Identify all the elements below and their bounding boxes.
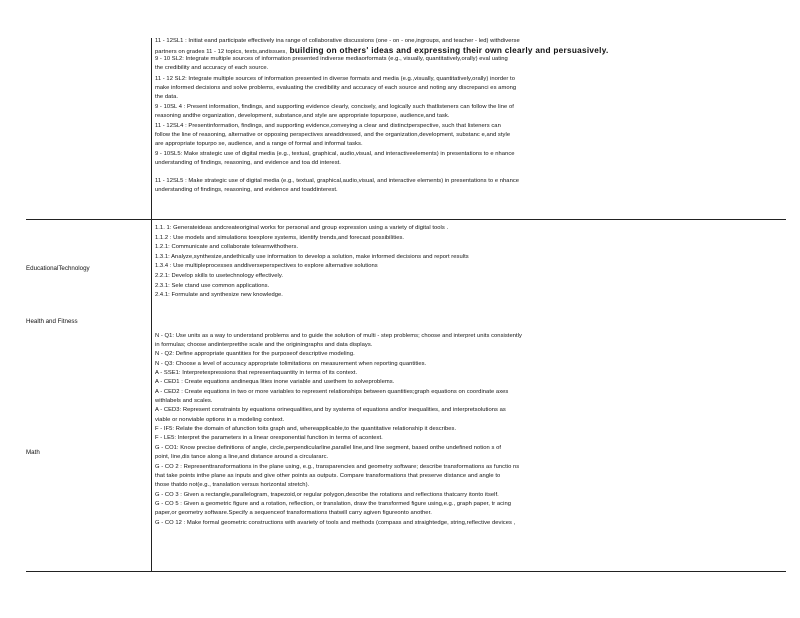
standard-line: 2.4.1: Formulate and synthesize new knowledge. (155, 292, 283, 298)
row-divider-bottom (26, 571, 786, 572)
standard-line: G - CO 2 : Representtransformations in the plane using, e.g., transparencies and geometry software; describe transformations as functio ns (155, 464, 520, 470)
standard-line: reasoning andthe organization, development, substance,and style are appropriate topurpose, audience,and task. (155, 113, 450, 119)
standard-line: 2.3.1: Sele ctand use common applications. (155, 283, 270, 289)
standard-line-lead: partners on grades 11 - 12 topics, texts,andissues, (155, 49, 287, 55)
standard-line: 11 - 12SL1 : Initiat eand participate effectively ina range of collaborative discussions (one - on - one,ingroups, and teacher - led) withdiverse (155, 38, 520, 44)
standard-line: withlabels and scales. (155, 398, 213, 404)
standard-line: viable or nonviable options in a modeling context. (155, 417, 285, 423)
standard-line: G - CO 12 : Make formal geometric constructions with avariety of tools and methods (compass and straightedge, string,reflective devices , (155, 520, 516, 526)
standard-line: N - Q2: Define appropriate quantities for the purposeof descriptive modeling. (155, 351, 355, 357)
standard-line: 1.1. 1: Generateideas andcreateoriginal works for personal and group expression using a variety of digital tools . (155, 225, 449, 231)
row-divider-top (26, 219, 786, 220)
standard-line: 11 - 12SL4 : Presentinformation, findings, and supporting evidence,conveying a clear and distinctperspective, such that listeners can (155, 123, 501, 129)
standard-line: G - CO1: Know precise definitions of angle, circle,perpendicularline,parallel line,and line segment, based onthe undefined notion s of (155, 445, 502, 451)
standard-line: 9 - 10SL5: Make strategic use of digital media (e.g., textual, graphical, audio,visual, and interactiveelements) in presentations to e nhance (155, 151, 515, 157)
standard-line: 9 - 10 SL2: Integrate multiple sources of information presented indiverse mediaorformats (e.g., visually, quantitatively,orally) eval uating (155, 56, 508, 62)
standard-line: 11 - 12SL5 : Make strategic use of digital media (e.g., textual, graphical,audio,visual, and interactive elements) in presentations to e nhance (155, 178, 520, 184)
standard-line: 1.3.1: Analyze,synthesize,andethically use information to develop a solution, make informed decisions and report results (155, 254, 469, 260)
standard-line: in formulas; choose andinterpretthe scale and the originingraphs and data displays. (155, 342, 373, 348)
standard-line: G - CO 5 : Given a geometric figure and a rotation, reflection, or translation, draw the transformed figure using,e.g., graph paper, tr acing (155, 501, 512, 507)
standard-line: are appropriate topurpo se, audience, and a range of formal and informal tasks. (155, 141, 363, 147)
standard-line-large: building on others' ideas and expressing their own clearly and persuasively. (289, 46, 609, 55)
standard-line: N - Q1: Use units as a way to understand problems and to guide the solution of multi - step problems; choose and interpret units consistently (155, 333, 522, 339)
standard-line: point, line,dis tance along a line,and distance around a circulararc. (155, 454, 329, 460)
standard-line: A - CED2 : Create equations in two or more variables to represent relationships between quantities;graph equations on coordinate axes (155, 389, 509, 395)
standard-line: 2.2.1: Develop skills to usetechnology effectively. (155, 273, 284, 279)
standard-line: 1.1.2 : Use models and simulations toexplore systems, identify trends,and forecast possibilities. (155, 235, 405, 241)
subject-label-math: Math (26, 449, 40, 456)
standard-line: 9 - 10SL 4 : Present information, findings, and supporting evidence clearly, concisely, and logically such thatlisteners can follow the line of (155, 104, 514, 110)
standard-line: A - SSE1: Interpretexpressions that representaquantity in terms of its context. (155, 370, 358, 376)
standard-line: paper,or geometry software.Specify a sequenceof transformations thatwill carry agiven figureonto another. (155, 510, 432, 516)
standard-line: 1.3.4 : Use multipleprocesses anddiverseperspectives to explore alternative solutions (155, 263, 378, 269)
standard-line: understanding of findings, reasoning, and evidence and toaddinterest. (155, 187, 338, 193)
standard-line: F - IF5: Relate the domain of afunction toits graph and, whereapplicable,to the quantitative relationship it describes. (155, 426, 457, 432)
standard-line: understanding of findings, reasoning, and evidence and toa dd interest. (155, 160, 341, 166)
standard-line: 11 - 12 SL2: Integrate multiple sources of information presented in diverse formats and media (e.g.,visually, quantitatively,orally) inorder to (155, 76, 515, 82)
standard-line: G - CO 3 : Given a rectangle,parallelogram, trapezoid,or regular polygon,describe the rotations and reflections thatcarry itonto itself. (155, 492, 499, 498)
standard-line: A - CED3: Represent constraints by equations orinequalities,and by systems of equations and/or inequalities, and interpretsolutions as (155, 407, 506, 413)
standard-line: those thatdo not(e.g., translation versus horizontal stretch). (155, 482, 310, 488)
standard-line: follow the line of reasoning, alternative or opposing perspectives areaddressed, and the organization,development, substanc e,and style (155, 132, 511, 138)
standard-line: make informed decisions and solve problems, evaluating the credibility and accuracy of each source and noting any discrepanci es among (155, 85, 517, 91)
subject-label-health-fitness: Health and Fitness (26, 318, 78, 325)
standard-line: A - CED1 : Create equations andinequa lities inone variable and usethem to solveproblems. (155, 379, 395, 385)
subject-label-educational-technology: EducationalTechnology (26, 265, 90, 272)
standard-line: F - LE5: Interpret the parameters in a linear orexponential function in terms of acontext. (155, 435, 383, 441)
standard-line: that take points inthe plane as inputs and give other points as outputs. Compare transformations that preserve distance and angle to (155, 473, 501, 479)
standard-line: 1.2.1: Communicate and collaborate tolearnwithothers. (155, 244, 299, 250)
column-divider (151, 38, 152, 572)
standard-line: N - Q3: Choose a level of accuracy appropriate tolimitations on measurement when reporting quantities. (155, 361, 427, 367)
standard-line: the data. (155, 94, 179, 100)
standard-line: the credibility and accuracy of each source. (155, 65, 269, 71)
